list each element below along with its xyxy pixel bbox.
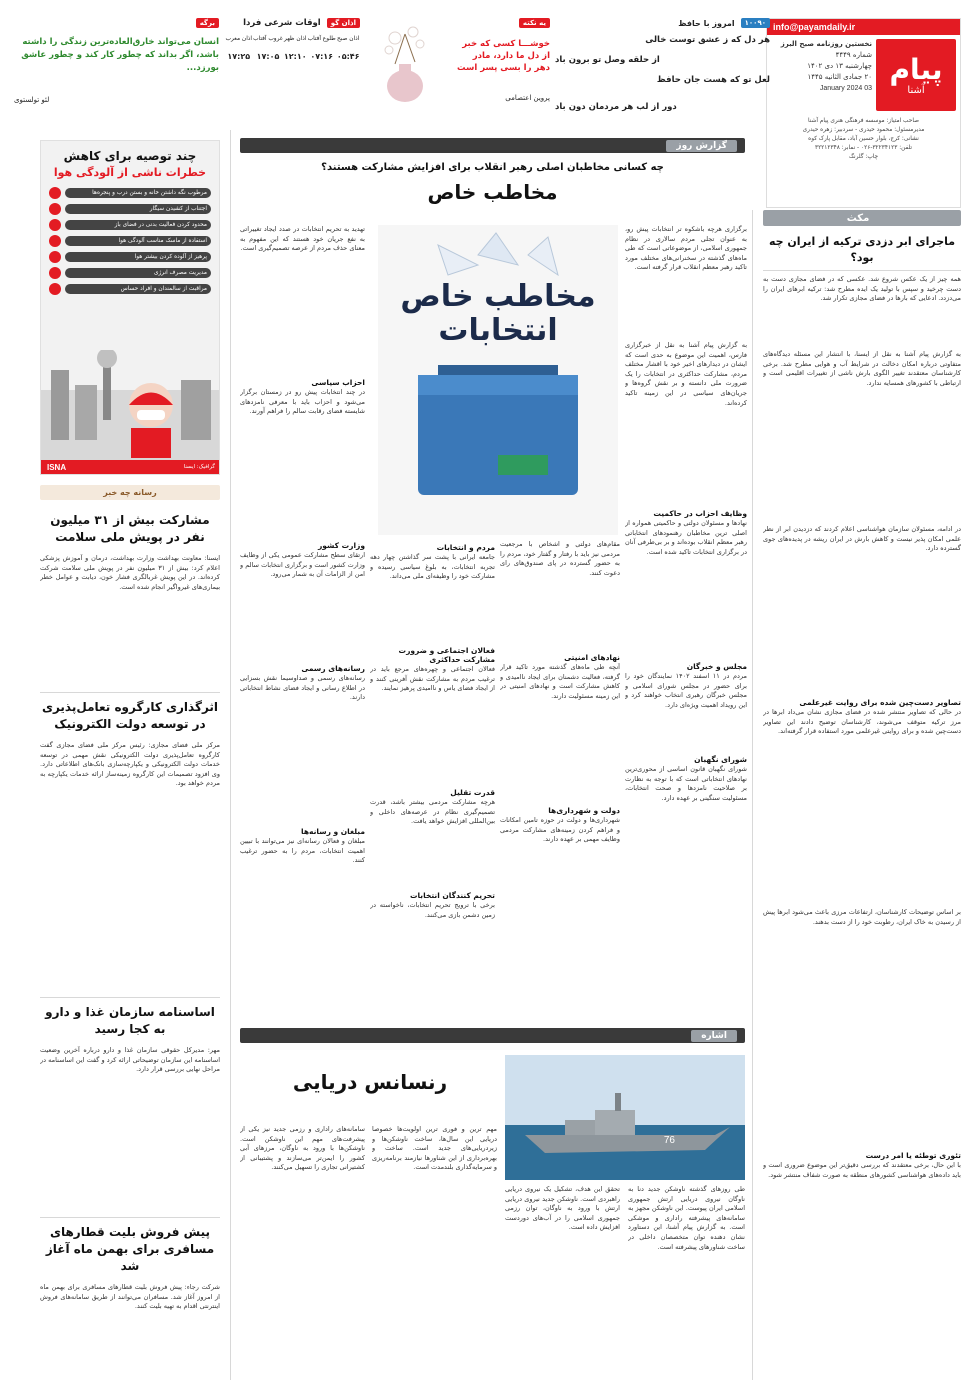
- article-text: برگزاری هرچه باشکوه تر انتخابات پیش رو، به عنوان تجلی مردم سالاری در نظام جمهوری اسلامی، از موضوعاتی است که طی ماه‌های گذشته در سخنرانی‌های مختلف مورد تاکید رهبر معظم انقلاب قرار گرفته است.: [625, 225, 747, 272]
- ad-title-bottom: خطرات ناشی از آلودگی هوا: [53, 166, 207, 179]
- ad-item: مرطوب نگه داشتن خانه و بستن درب و پنجره‌ها: [49, 187, 211, 199]
- article-subhead: وظایف احزاب در حاکمیت: [653, 509, 747, 518]
- date-persian: چهارشنبه ۱۳ دی ۱۴۰۲: [807, 62, 872, 70]
- poem-line-1: هر دل که ز عشق توست خالی: [645, 35, 770, 45]
- mekath-title: ماجرای ابر دزدی ترکیه از ایران چه بود؟: [768, 235, 956, 264]
- poem-line-3: لعل تو که هست جان حافظ: [656, 75, 770, 85]
- news-title: اساسنامه سازمان غذا و دارو به کجا رسید: [45, 1005, 215, 1036]
- ishare-col-2: طی روزهای گذشته ناوشکن جدید دنا به ناوگان نیروی دریایی ارتش جمهوری اسلامی ایران پیوست. این ناوشکن مجهز به سامانه‌های پیشرفته راداری و موشکی است. به گزارش پیام آشنا، این دستاورد نشان دهنده توان متخصصان داخلی در ساخت شناورهای پیشرفته است.: [628, 1185, 745, 1251]
- news-title: مشارکت بیش از ۳۱ میلیون نفر در پویش ملی سلامت: [50, 513, 210, 544]
- mekath-body: به گزارش پیام آشنا به نقل از ایسنا، با انتشار این مسئله دیدگاه‌های متفاوتی درباره امکان دخالت در شرایط آب و هوایی مطرح شد. برخی کارشناسان معتقدند تغییر الگوی بارش ناشی از تغییرات اقلیمی است و ارتباطی با کشورهای همسایه ندارد.: [763, 350, 961, 387]
- article-subhead: مردم و انتخابات: [436, 543, 495, 552]
- running-icon: [49, 219, 61, 231]
- article-text: ارتقای سطح مشارکت عمومی یکی از وظایف وزارت کشور است و برگزاری انتخابات سالم و امن از الزامات آن به شمار می‌رود.: [240, 551, 365, 579]
- article-text: برخی با ترویج تحریم انتخابات، ناخواسته در زمین دشمن بازی می‌کنند.: [370, 901, 495, 919]
- warship-photo: [505, 1055, 745, 1180]
- ishare-col-3: مهم ترین و فوری ترین اولویت‌ها خصوصا دریایی این سال‌ها، ساخت ناوشکن‌ها و زیردریایی‌های جدید است. ساخت و بهره‌برداری از این شناورها نیازمند برنامه‌ریزی و سرمایه‌گذاری بلندمدت است.: [372, 1125, 497, 1172]
- saying-text: انسان می‌تواند خارق‌العاده‌ترین زندگی را داشته باشد، اگر بداند که چطور کار کند و چطور عاشق بورزد...: [21, 37, 219, 73]
- news-body: ایسنا: معاونت بهداشت وزارت بهداشت، درمان و آموزش پزشکی اعلام کرد: بیش از ۳۱ میلیون نفر در پویش ملی سلامت شرکت کرده‌اند. در این پویش غربالگری فشار خون، دیابت و عوامل خطر بیماری‌های غیرواگیر انجام شده است.: [40, 554, 220, 591]
- report-tab: گزارش روز: [240, 138, 745, 153]
- ad-illustration: [41, 350, 220, 460]
- date-hijri: ۲۰ جمادی الثانیه ۱۴۴۵: [807, 73, 872, 81]
- issue-number: شماره ۴۴۴۹: [835, 51, 872, 59]
- image-headline: مخاطب خاص انتخابات: [400, 279, 596, 348]
- ad-credit: گرافیک: ایسنا: [183, 464, 215, 470]
- mekath-tab: مکث: [763, 210, 961, 226]
- ad-item: مدیریت مصرف انرژی: [49, 267, 211, 279]
- factory-icon: [49, 251, 61, 263]
- mask-icon: [49, 235, 61, 247]
- article-subhead: فعالان اجتماعی و ضرورت مشارکت حداکثری: [398, 646, 495, 664]
- svg-text:76: 76: [663, 1135, 675, 1146]
- news-body: مهر: مدیرکل حقوقی سازمان غذا و دارو درباره آخرین وضعیت اساسنامه این سازمان توضیحاتی ارائه کرد و گفت این اساسنامه در مراحل نهایی بررسی قرار دارد.: [40, 1046, 220, 1074]
- ad-item: مراقبت از سالمندان و افراد حساس: [49, 283, 211, 295]
- article-col-4: [240, 225, 365, 1020]
- ad-item: استفاده از ماسک مناسب آلودگی هوا: [49, 235, 211, 247]
- mekath-body: در حالی که تصاویر منتشر شده در فضای مجازی نشان می‌داد ابرها در مرز ترکیه متوقف می‌شوند، کارشناسان توضیح دادند این تصاویر دست‌چین شده و برای روایتی غیرعلمی مورد استفاده قرار گرفته‌اند.: [763, 708, 961, 736]
- quote-badge: یه نکته: [519, 18, 550, 28]
- article-text: رسانه‌های رسمی و صداوسیما نقش بسزایی در اطلاع رسانی و ایجاد فضای نشاط انتخاباتی دارند.: [240, 674, 365, 702]
- article-text: جامعه ایرانی با پشت سر گذاشتن چهار دهه تجربه انتخابات، به بلوغ سیاسی رسیده و مشارکت خود را وظیفه‌ای ملی می‌داند.: [370, 553, 495, 581]
- article-subhead: وزارت کشور: [317, 541, 365, 550]
- isna-logo: ISNA: [47, 462, 67, 472]
- air-pollution-ad: [40, 140, 220, 475]
- elderly-icon: [49, 283, 61, 295]
- article-subhead: مجلس و خبرگان: [686, 662, 747, 671]
- main-title: مخاطب خاص: [427, 180, 558, 204]
- article-text: در چند انتخابات پیش رو در زمستان برگزار می‌شود و احزاب باید با معرفی نامزدهای شایسته فضای رقابت سالم را فراهم آورند.: [240, 388, 365, 416]
- hafez-box: [555, 18, 770, 112]
- mekath-lead: همه چیز از یک عکس شروع شد. عکسی که در فضای مجازی دست به دست چرخید و سپس با تولید یک ایده مطرح شد: ترکیه ابرهای ایران را می‌دزدد. ادعایی که بارها در فضای مجازی تکرار شد.: [763, 275, 961, 303]
- article-subhead: مبلغان و رسانه‌ها: [301, 827, 365, 836]
- prayer-title: اوقات شرعی فردا: [243, 18, 321, 28]
- poem-title: امروز با حافظ: [678, 18, 735, 28]
- article-subhead: دولت و شهرداری‌ها: [548, 806, 620, 815]
- ad-item: اجتناب از کشیدن سیگار: [49, 203, 211, 215]
- poem-line-4: دور از لب هر مردمان دون باد: [555, 102, 677, 112]
- article-col-1: [625, 225, 747, 1020]
- masthead-logo: پیام آشنا: [876, 39, 956, 111]
- ishare-bar: اشاره: [240, 1028, 745, 1043]
- saying-badge: برگه: [196, 18, 219, 28]
- prayer-badge: اذان گو: [327, 18, 360, 28]
- masthead: [766, 18, 961, 208]
- saying-box: [14, 18, 219, 108]
- poem-badge: ۱۰۰۹۰: [741, 18, 770, 28]
- quote-text: خوشـــا کسی که خبر از دل ما دارد، مادر دهر را بسی پسر است: [456, 39, 550, 73]
- quote-box: [365, 18, 550, 108]
- article-text: شورای نگهبان قانون اساسی از محوری‌ترین نهادهای انتخاباتی است که با توجه به نظارت بر صلاحیت نامزدها و صحت انتخابات، مسئولیت سنگینی بر عهده دارد.: [625, 765, 747, 802]
- ishare-col-1: تحقق این هدف، تشکیل یک نیروی دریایی راهبردی است. ناوشکن جدید نیروی دریایی ارتش با ورود به ناوگان، توان رزمی جمهوری اسلامی را در آب‌های دوردست افزایش داده است.: [505, 1185, 620, 1232]
- mekath-column: [763, 210, 961, 1380]
- mekath-body: در ادامه، مسئولان سازمان هواشناسی اعلام کردند که دزدیدن ابر از نظر علمی امکان پذیر نیست و کاهش بارش در ایران ریشه در پدیده‌های جوی گسترده دارد.: [763, 525, 961, 553]
- article-text: مقام‌های دولتی و اشخاص با مرجعیت مردمی نیز باید با رفتار و گفتار خود، مردم را به حضور گسترده در پای صندوق‌های رای دعوت کنند.: [500, 540, 620, 577]
- article-text: فعالان اجتماعی و چهره‌های مرجع باید در ترغیب مردم به مشارکت نقش آفرینی کنند و از ایجاد فضای یاس و ناامیدی پرهیز نمایند.: [370, 665, 495, 693]
- saying-author: لئو تولستوی: [14, 96, 50, 104]
- ad-item: محدود کردن فعالیت بدنی در فضای باز: [49, 219, 211, 231]
- article-col-3: [370, 540, 495, 1020]
- masthead-email[interactable]: info@payamdaily.ir: [767, 19, 960, 35]
- mekath-subhead: تصاویر دست‌چین شده برای روایت غیرعلمی: [799, 698, 961, 707]
- article-text: آنچه طی ماه‌های گذشته مورد تاکید قرار گرفته، فعالیت دشمنان برای ایجاد ناامیدی و کاهش مشارکت است و نهادهای امنیتی در این زمینه مسئولیت دارند.: [500, 663, 620, 700]
- mekath-body: بر اساس توضیحات کارشناسان، ارتفاعات مرزی باعث می‌شود ابرها پیش از رسیدن به خاک ایران، رطوبت خود را از دست بدهند.: [763, 908, 961, 926]
- mekath-body: با این حال، برخی معتقدند که بررسی دقیق‌تر این موضوع ضروری است و باید داده‌های هواشناسی کشورهای منطقه به صورت شفاف منتشر شود.: [763, 1161, 961, 1179]
- publisher-info: صاحب امتیاز: موسسه فرهنگی هنری پیام آشنا مدیرمسئول: محمود حیدری - سردبیر: زهره حیدری نشانی: کرج، بلوار حسین آباد، مقابل پارک کوه تلفن: ۳۲۲۳۴۱۲۳-۰۲۶ - نمابر: ۳۲۲۱۲۳۴۸ چاپ: گلرنگ: [802, 118, 925, 160]
- article-subhead: نهادهای امنیتی: [564, 653, 620, 662]
- article-subhead: رسانه‌های رسمی: [301, 664, 365, 673]
- article-col-2: [500, 540, 620, 1020]
- prayer-table: اذان صبح طلوع آفتاب اذان ظهر غروب آفتاب اذان مغرب ۰۵:۴۶ ۰۷:۱۶ ۱۲:۱۰ ۱۷:۰۵ ۱۷:۲۵: [225, 36, 360, 61]
- quote-author: پروین اعتصامی: [505, 94, 550, 102]
- resaneh-column: [40, 485, 220, 1375]
- article-image: [378, 225, 618, 535]
- resaneh-tab: رسانه چه خبر: [40, 485, 220, 500]
- mekath-subhead: تئوری توطئه یا امر درست: [865, 1151, 961, 1160]
- article-text: تهدید به تحریم انتخابات در صدد ایجاد تغییراتی به نفع جریان خود هستند که این مفهوم به معنای حذف مردم از عرصه تصمیم‌گیری است.: [240, 225, 365, 253]
- news-title: اثرگذاری کارگروه تعامل‌پذیری در توسعه دولت الکترونیک: [41, 700, 219, 731]
- article-text: نهادها و مسئولان دولتی و حاکمیتی همواره از اصلی ترین مخاطبان رهنمودهای انتخاباتی رهبر معظم انقلاب بوده‌اند و بر بی‌طرفی آنان در برگزاری انتخابات تاکید شده است.: [625, 519, 747, 556]
- article-subhead: احزاب سیاسی: [311, 378, 365, 387]
- ishare-title: رنسانس دریایی: [292, 1070, 448, 1094]
- article-text: هرچه مشارکت مردمی بیشتر باشد، قدرت تصمیم‌گیری نظام در عرصه‌های داخلی و بین‌المللی افزایش خواهد یافت.: [370, 798, 495, 826]
- news-title: پیش فروش بلیت قطارهای مسافری برای بهمن ماه آغاز شد: [45, 1225, 215, 1273]
- prayer-times-box: [225, 18, 360, 108]
- news-body: مرکز ملی فضای مجازی: رئیس مرکز ملی فضای مجازی گفت کارگروه تعامل‌پذیری دولت الکترونیکی نقش مهمی در توسعه خدمات دولت الکترونیکی و یکپارچه‌سازی بانک‌های اطلاعاتی دارد. وی افزود تصمیمات این کارگروه زمینه‌ساز ارائه خدمات یکپارچه به مردم خواهد بود.: [40, 741, 220, 788]
- ad-title-top: چند توصیه برای کاهش: [63, 149, 197, 163]
- vase-illustration: [365, 24, 445, 104]
- energy-icon: [49, 267, 61, 279]
- home-icon: [49, 187, 61, 199]
- article-text: مبلغان و فعالان رسانه‌ای نیز می‌توانند با تبیین اهمیت انتخابات، مردم را به حضور ترغیب کنند.: [240, 837, 365, 865]
- article-text: شهرداری‌ها و دولت در حوزه تامین امکانات و فراهم کردن زمینه‌های مشارکت مردمی وظایف مهمی بر عهده دارند.: [500, 816, 620, 844]
- article-subhead: قدرت تقلیل: [450, 788, 495, 797]
- poem-line-2: از حلقه وصل تو برون باد: [555, 55, 660, 65]
- article-text: به گزارش پیام آشنا به نقل از خبرگزاری فارس، اهمیت این موضوع به حدی است که ایشان در دیدارهای اخیر خود با اقشار مختلف مردم، مشارکت حداکثری در انتخابات را یک ضرورت ملی دانسته و بر نقش گروه‌ها و جریان‌های سیاسی در این زمینه تاکید کرده‌اند.: [625, 341, 747, 407]
- article-subhead: شورای نگهبان: [694, 755, 747, 764]
- no-smoking-icon: [49, 203, 61, 215]
- masthead-tagline: نخستین روزنامه صبح البرز: [780, 40, 872, 48]
- article-text: مردم در ۱۱ اسفند ۱۴۰۲ نمایندگان خود را برای حضور در مجلس شورای اسلامی و مجلس خبرگان رهبری انتخاب خواهند کرد و این رویداد اهمیت ویژه‌ای دارد.: [625, 672, 747, 709]
- article-subhead: تحریم کنندگان انتخابات: [409, 891, 495, 900]
- date-english: 03 January 2024: [819, 85, 872, 92]
- ishare-col-4: سامانه‌های راداری و رزمی جدید نیز یکی از پیشرفت‌های مهم این ناوشکن است. ناوشکن‌ها با ورود به ناوگان، مرزهای آبی کشور را ایمن‌تر می‌سازند و پشتیبانی از کشتیرانی تجاری را تسهیل می‌کنند.: [240, 1125, 365, 1172]
- ad-item: پرهیز از آلوده کردن بیشتر هوا: [49, 251, 211, 263]
- main-kicker: چه کسانی مخاطبان اصلی رهبر انقلاب برای افزایش مشارکت هستند؟: [321, 162, 664, 173]
- news-body: شرکت رجاء: پیش فروش بلیت قطارهای مسافری برای بهمن ماه از امروز آغاز شد. مسافران می‌توانند از طریق سامانه‌های فروش اینترنتی اقدام به تهیه بلیت کنند.: [40, 1283, 220, 1311]
